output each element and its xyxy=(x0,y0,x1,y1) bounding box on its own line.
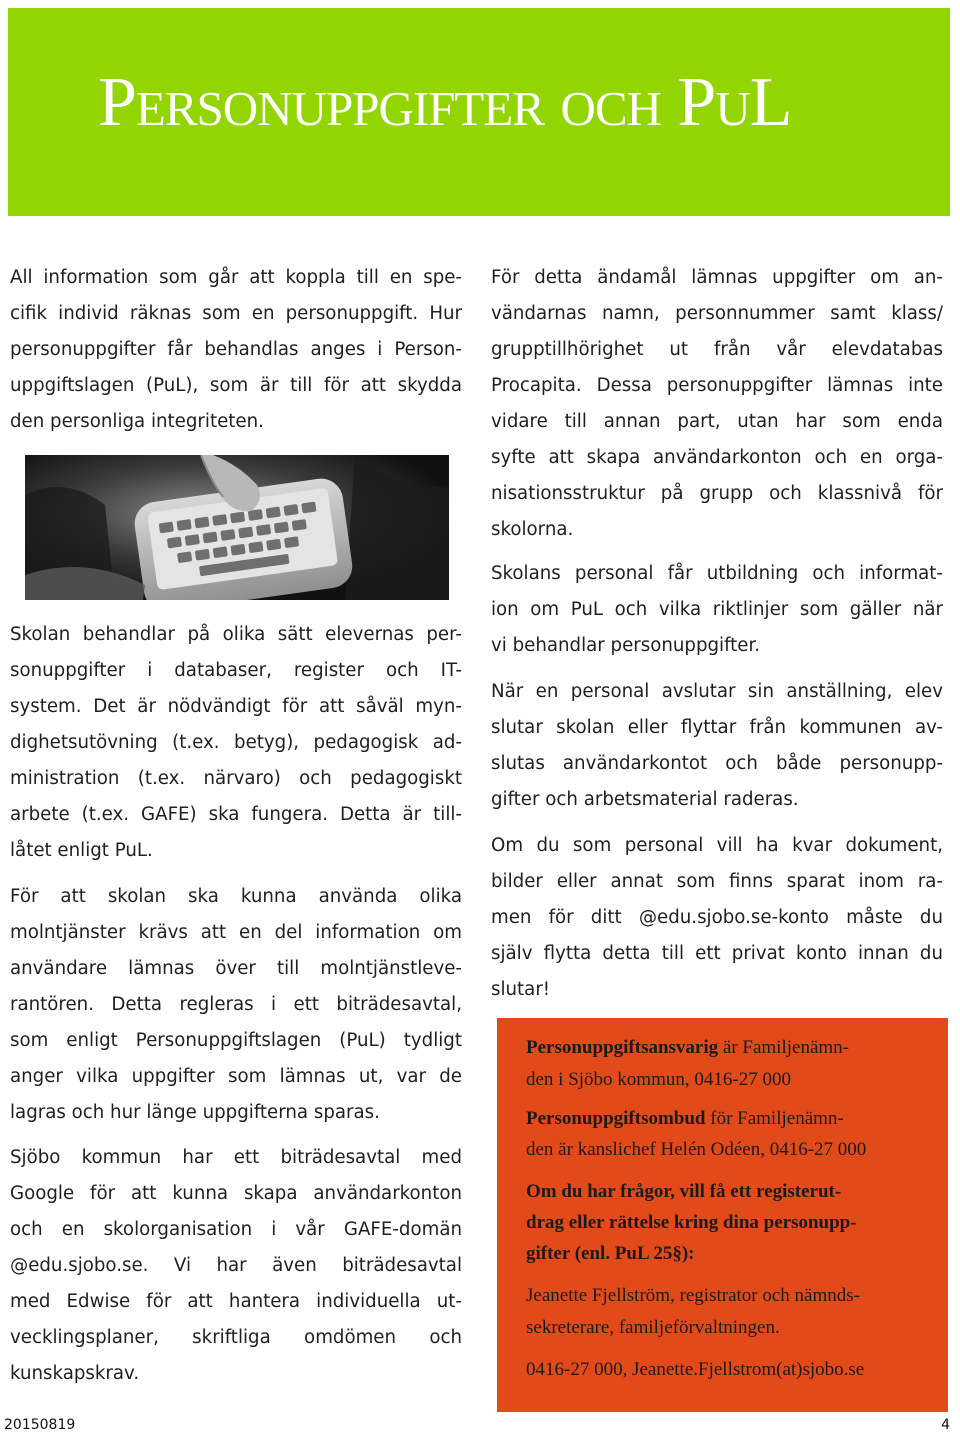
text-line: grupptillhörighet ut från vår elevdatabas xyxy=(491,339,943,360)
text-line: slutas användarkontot och både personupp- xyxy=(491,753,943,774)
contact-person-line-1: Jeanette Fjellström, registrator och nämnds- xyxy=(526,1285,860,1306)
text-line: ion om PuL och vilka riktlinjer som gäller när xyxy=(491,599,943,620)
text-line: ministration (t.ex. närvaro) och pedagogiskt xyxy=(10,768,462,789)
text-line: @edu.sjobo.se. Vi har även biträdesavtal xyxy=(10,1255,462,1276)
right-paragraph-3 xyxy=(491,674,943,818)
page-number: 4 xyxy=(941,1417,950,1433)
text-line: Procapita. Dessa personuppgifter lämnas inte xyxy=(491,375,943,396)
text-line: vecklingsplaner, skriftliga omdömen och xyxy=(10,1327,462,1348)
ombud-line-1 xyxy=(526,1109,844,1128)
text-line: slutar skolan eller flyttar från kommunen av- xyxy=(491,717,943,738)
text-line: låtet enligt PuL. xyxy=(10,840,153,861)
text-line: och en skolorganisation i vår GAFE-domän xyxy=(10,1219,462,1240)
header-banner xyxy=(8,8,950,216)
text-line: syfte att skapa användarkonton och en orga- xyxy=(491,447,943,468)
text-line: den personliga integriteten. xyxy=(10,411,264,432)
footer-date: 20150819 xyxy=(4,1417,76,1433)
text-line: användare lämnas över till molntjänstleve- xyxy=(10,958,462,979)
phone-typing-photo xyxy=(25,455,449,600)
text-line: rantören. Detta regleras i ett biträdesavtal, xyxy=(10,994,462,1015)
text-line: men för ditt @edu.sjobo.se-konto måste du xyxy=(491,907,943,928)
right-paragraph-4 xyxy=(491,828,943,1008)
text-line: anger vilka uppgifter som lämnas ut, var de xyxy=(10,1066,462,1087)
text-line: system. Det är nödvändigt för att såväl myn- xyxy=(10,696,462,717)
questions-line-1: Om du har frågor, vill få ett registerut- xyxy=(526,1181,842,1202)
left-paragraph-2 xyxy=(10,617,462,869)
text-line: vändarnas namn, personnummer samt klass/ xyxy=(491,303,943,324)
text-line: Om du som personal vill ha kvar dokument, xyxy=(491,835,943,856)
text-line: Skolans personal får utbildning och informat- xyxy=(491,563,943,584)
responsible-text: är Familjenämn- xyxy=(718,1037,849,1058)
text-line: med Edwise för att hantera individuella ut- xyxy=(10,1291,462,1312)
text-line: Sjöbo kommun har ett biträdesavtal med xyxy=(10,1147,462,1168)
text-line: sonuppgifter i databaser, register och IT- xyxy=(10,660,462,681)
text-line: personuppgifter får behandlas anges i Person- xyxy=(10,339,462,360)
ombud-text: för Familjenämn- xyxy=(705,1108,844,1129)
text-line: Google för att kunna skapa användarkonton xyxy=(10,1183,462,1204)
text-line: vi behandlar personuppgifter. xyxy=(491,635,761,656)
contact-info-box xyxy=(497,1018,948,1412)
text-line: För att skolan ska kunna använda olika xyxy=(10,886,462,907)
right-paragraph-1 xyxy=(491,260,943,548)
responsible-line-2: den i Sjöbo kommun, 0416-27 000 xyxy=(526,1069,791,1090)
text-line: För detta ändamål lämnas uppgifter om an- xyxy=(491,267,943,288)
text-line: som enligt Personuppgiftslagen (PuL) tydligt xyxy=(10,1030,462,1051)
text-line: uppgiftslagen (PuL), som är till för att skydda xyxy=(10,375,462,396)
responsible-line-1 xyxy=(526,1038,849,1057)
contact-person-line-2: sekreterare, familjeförvaltningen. xyxy=(526,1317,780,1338)
right-paragraph-2 xyxy=(491,556,943,664)
questions-line-3: gifter (enl. PuL 25§): xyxy=(526,1243,695,1264)
text-line: All information som går att koppla till en spe- xyxy=(10,267,462,288)
responsible-label: Personuppgiftsansvarig xyxy=(526,1037,719,1058)
text-line: dighetsutövning (t.ex. betyg), pedagogisk ad- xyxy=(10,732,462,753)
left-paragraph-3 xyxy=(10,879,462,1131)
text-line: själv flytta detta till ett privat konto innan du xyxy=(491,943,943,964)
text-line: bilder eller annat som finns sparat inom ra- xyxy=(491,871,943,892)
text-line: arbete (t.ex. GAFE) ska fungera. Detta är till- xyxy=(10,804,462,825)
text-line: slutar! xyxy=(491,979,551,1000)
text-line: nisationsstruktur på grupp och klassnivå för xyxy=(491,483,943,504)
text-line: cifik individ räknas som en personuppgift. Hur xyxy=(10,303,462,324)
ombud-line-2: den är kanslichef Helén Odéen, 0416-27 000 xyxy=(526,1139,867,1160)
text-line: Skolan behandlar på olika sätt elevernas per- xyxy=(10,624,462,645)
text-line: vidare till annan part, utan har som enda xyxy=(491,411,943,432)
text-line: lagras och hur länge uppgifterna sparas. xyxy=(10,1102,380,1123)
contact-phone-email: 0416-27 000, Jeanette.Fjellstrom(at)sjobo.se xyxy=(526,1359,865,1380)
page-title: Personuppgifter och PuL xyxy=(98,64,792,141)
text-line: gifter och arbetsmaterial raderas. xyxy=(491,789,799,810)
text-line: När en personal avslutar sin anställning, elev xyxy=(491,681,943,702)
left-paragraph-4 xyxy=(10,1140,462,1392)
text-line: kunskapskrav. xyxy=(10,1363,140,1384)
ombud-label: Personuppgiftsombud xyxy=(526,1108,706,1129)
left-intro-paragraph xyxy=(10,260,462,440)
text-line: skolorna. xyxy=(491,519,574,540)
text-line: molntjänster krävs att en del information om xyxy=(10,922,462,943)
questions-line-2: drag eller rättelse kring dina personupp- xyxy=(526,1212,857,1233)
